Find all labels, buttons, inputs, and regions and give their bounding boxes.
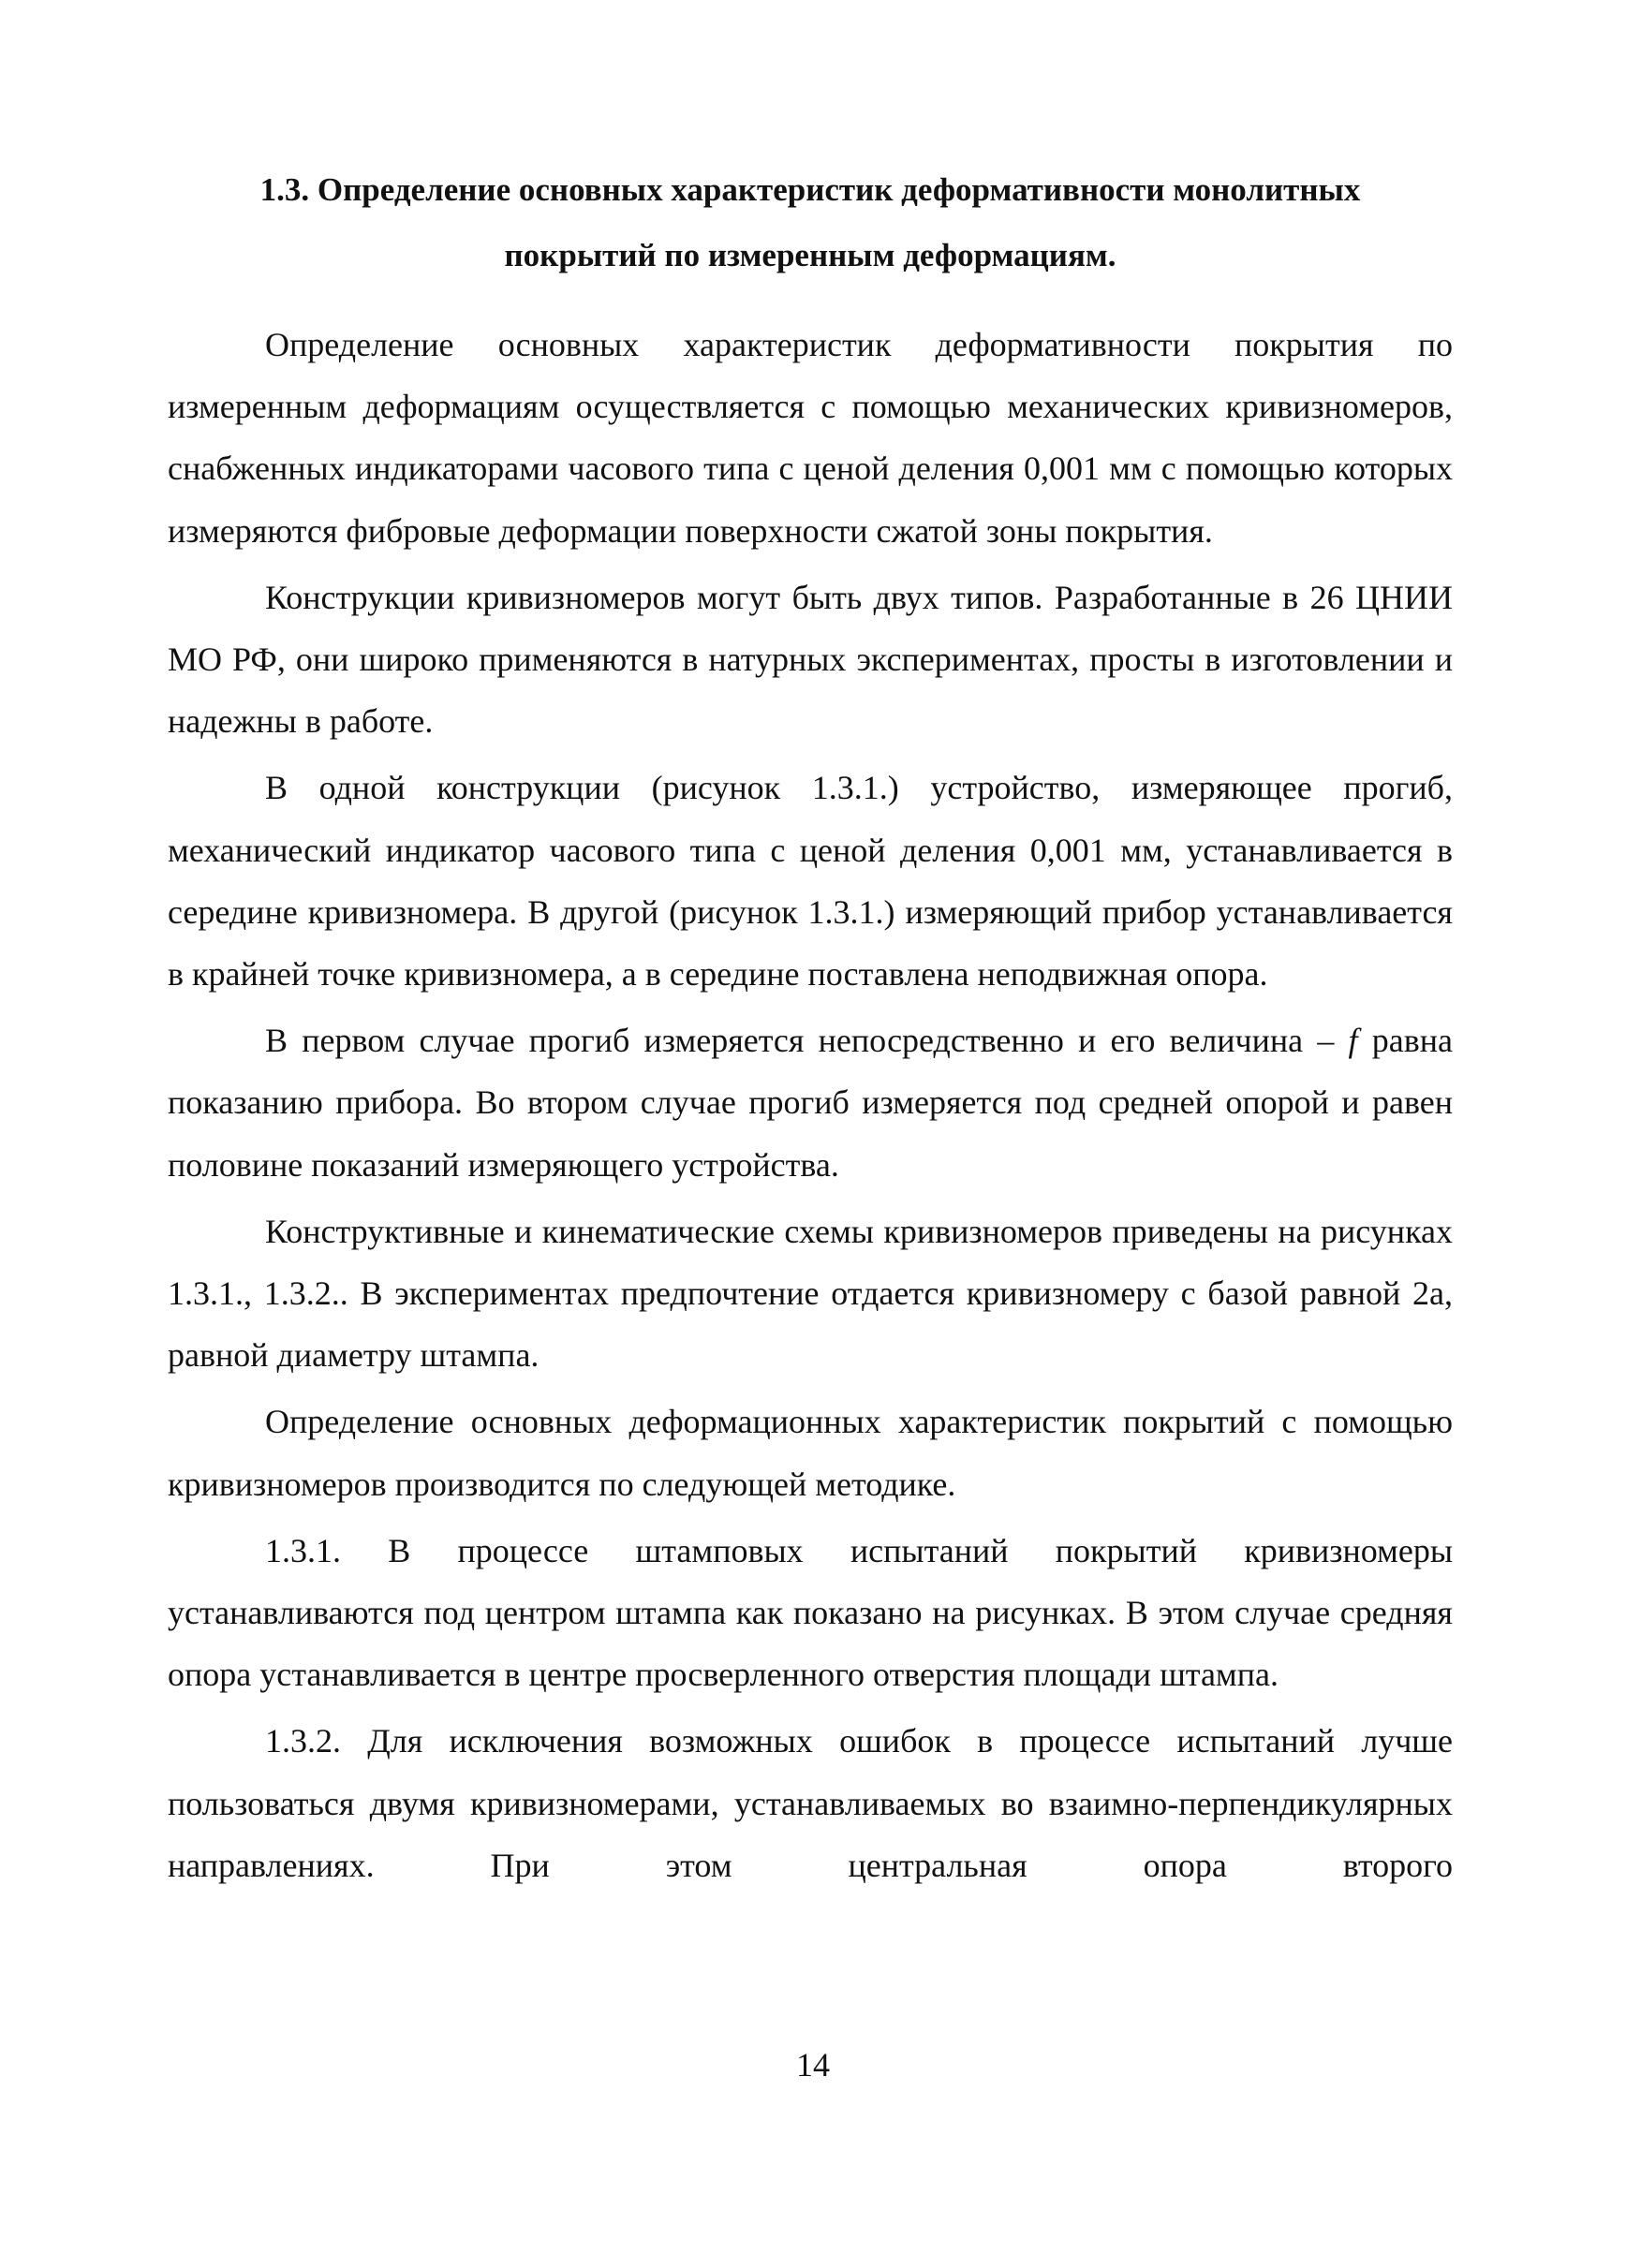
page-number: 14 bbox=[796, 2046, 830, 2084]
paragraph: Конструктивные и кинематические схемы кривизномеров приведены на рисунках 1.3.1., 1.3.2.. В экспериментах предпочтение отдается кривизномеру с базой равной 2а, равной диаметру штампа. bbox=[168, 1212, 1453, 1375]
paragraph-text: В первом случае прогиб измеряется непосредственно и его величина – bbox=[265, 1022, 1349, 1060]
paragraph: Определение основных характеристик деформативности покрытия по измеренным деформациям осуществляется с помощью механических кривизномеров, снабженных индикаторами часового типа с ценой деления 0,001 мм с помощью которых измеряются фибровые деформации поверхности сжатой зоны покрытия. bbox=[168, 326, 1453, 550]
paragraph: 1.3.2. Для исключения возможных ошибок в процессе испытаний лучше пользоваться двумя кривизномерами, устанавливаемых во взаимно-перпендикулярных направлениях. При этом центральная опора второго bbox=[168, 1722, 1453, 1884]
paragraph-text: равна показанию прибора. Во втором случае прогиб измеряется под средней опорой и равен половине показаний измеряющего устройства. bbox=[168, 1022, 1453, 1184]
paragraph: 1.3.1. В процессе штамповых испытаний покрытий кривизномеры устанавливаются под центром штампа как показано на рисунках. В этом случае средняя опора устанавливается в центре просверленного отверстия площади штампа. bbox=[168, 1531, 1453, 1694]
deflection-symbol: f bbox=[1348, 1022, 1358, 1060]
section-heading bbox=[169, 157, 1452, 288]
body-text bbox=[168, 314, 1453, 1896]
paragraph: Конструкции кривизномеров могут быть двух типов. Разработанные в 26 ЦНИИ МО РФ, они широко применяются в натурных экспериментах, просты в изготовлении и надежны в работе. bbox=[168, 578, 1453, 741]
section-heading-line-2: покрытий по измеренным деформациям. bbox=[504, 237, 1116, 273]
paragraph: Определение основных деформационных характеристик покрытий с помощью кривизномеров производится по следующей методике. bbox=[168, 1403, 1453, 1503]
section-heading-line-1: 1.3. Определение основных характеристик деформативности монолитных bbox=[259, 171, 1361, 208]
paragraph bbox=[168, 1009, 1453, 1196]
paragraph: В одной конструкции (рисунок 1.3.1.) устройство, измеряющее прогиб, механический индикатор часового типа с ценой деления 0,001 мм, устанавливается в середине кривизномера. В другой (рисунок 1.3.1.) измеряющий прибор устанавливается в крайней точке кривизномера, а в середине поставлена неподвижная опора. bbox=[168, 769, 1453, 994]
